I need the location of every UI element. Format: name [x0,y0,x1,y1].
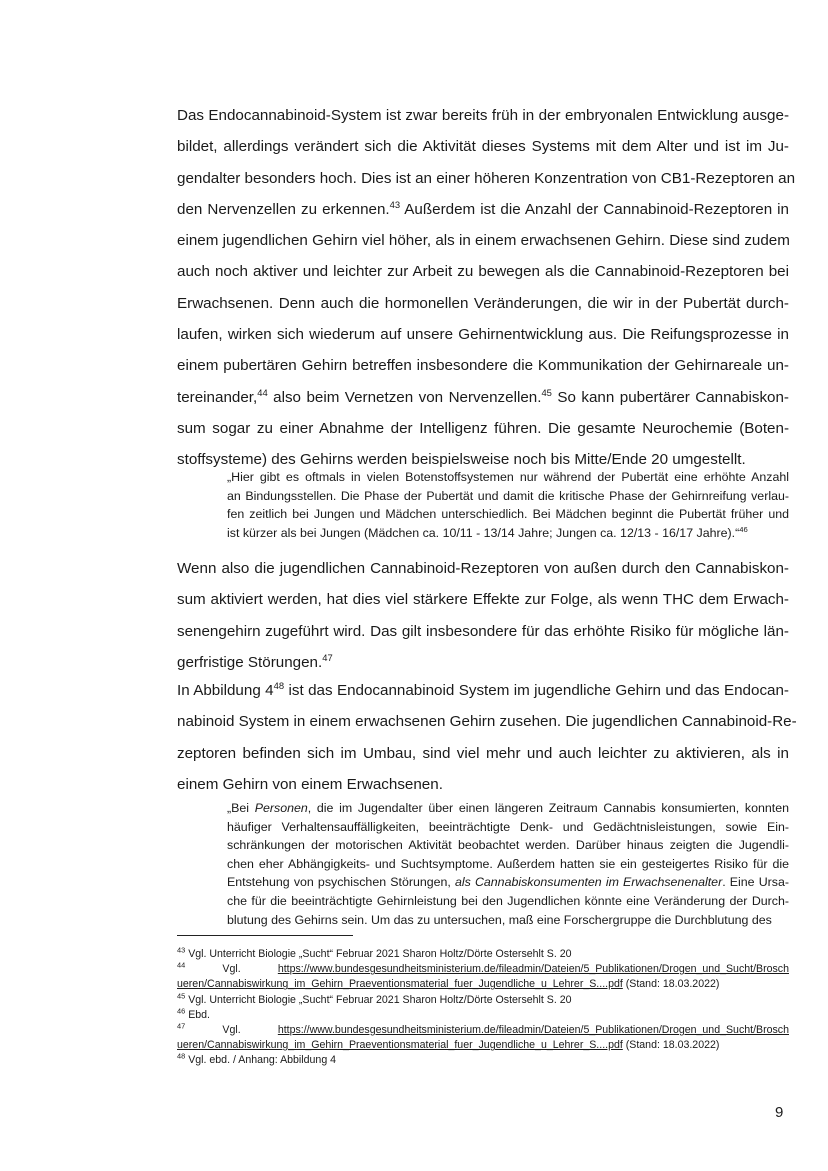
text-line [177,100,789,131]
text-line [227,524,789,543]
text-run: gerfristige Störungen. [177,653,323,671]
footnote-number: 46 [177,1006,186,1016]
text-line [177,553,789,584]
text-run: blutung des Gehirns sein. Um das zu untersuchen, maß eine Forschergruppe die Durchblutung des [227,912,772,927]
text-run: auch noch aktiver und leichter zur Arbeit zu bewegen als die Cannabinoid-Rezeptoren bei [177,263,789,281]
text-line [177,288,789,319]
footnote-number: 48 [177,1051,186,1061]
text-line [227,873,789,892]
text-line [177,163,796,194]
footnotes [177,947,789,1069]
footnote-number: 43 [177,945,186,955]
text-run: fen zeitlich bei Jungen und Mädchen unterschiedlich. Bei Mädchen beginnt die Pubertät früher und [227,507,789,522]
text-run: ist kürzer als bei Jungen (Mädchen ca. 10/11 - 13/14 Jahre; Jungen ca. 12/13 - 16/17 Jahre).“ [227,525,740,540]
footnote-47 [177,1023,789,1053]
text-run: Ebd. [185,1008,210,1021]
emphasis-text: Personen [254,801,308,815]
text-run: laufen, wirken sich wiederum auf unsere Gehirnentwicklung aus. Die Reifungsprozesse in [177,326,789,344]
text-line [227,818,789,837]
text-line [227,487,789,506]
footnote-ref: 46 [739,524,748,534]
block-quote-1 [227,468,789,542]
text-run: Außerdem ist die Anzahl der Cannabinoid-Rezeptoren in [400,200,789,218]
footnote-number: 45 [177,991,186,1001]
paragraph-1 [177,100,796,476]
footnote-ref: 45 [541,386,552,398]
text-run: Entstehung von psychischen Störungen, [227,875,455,890]
emphasis-text: als Cannabiskonsumenten im Erwachsenenalter [454,875,723,890]
text-run: che für die beeinträchtigte Gehirnleistung bei den Jugendlichen könnte eine Veränderung der Durch- [227,893,789,908]
text-run: „Bei [227,801,255,815]
paragraph-3 [177,675,797,800]
text-run: einem pubertären Gehirn betreffen insbesondere die Kommunikation der Gehirnareale un- [177,357,789,375]
text-run: zeptoren befinden sich im Umbau, sind viel mehr und auch leichter zu aktivieren, als in [177,744,789,762]
text-run: Vgl. Unterricht Biologie „Sucht“ Februar 2021 Sharon Holtz/Dörte Ostersehlt S. 20 [185,948,572,960]
text-run: schränkungen der motorischen Aktivität beobachtet werden. Darüber hinaus zeigten die Jugendli- [227,838,789,853]
text-line [227,799,789,818]
text-line [177,675,789,706]
text-line [177,738,789,769]
text-run: den Nervenzellen zu erkennen. [177,200,390,218]
block-quote-2 [227,799,789,929]
text-run: sum sogar zu einer Abnahme der Intelligenz führen. Die gesamte Neurochemie (Boten- [177,419,789,437]
text-line [227,892,789,911]
text-run: tereinander, [177,388,258,406]
footnote-45 [177,993,789,1008]
text-run: (Stand: 18.03.2022) [622,978,720,991]
text-run: Vgl. [185,1024,278,1037]
text-line [177,131,789,162]
text-run: einem Gehirn von einem Erwachsenen. [177,775,443,793]
text-run: sum aktiviert werden, hat dies viel stärkere Effekte zur Folge, als wenn THC dem Erwach- [177,591,789,609]
text-run: „Hier gibt es oftmals in vielen Botenstoffsystemen nur während der Pubertät eine erhöhte Anzahl [227,470,789,484]
text-run: In Abbildung 4 [177,682,274,699]
text-run: Wenn also die jugendlichen Cannabinoid-Rezeptoren von außen durch den Cannabiskon- [177,560,789,577]
text-line [227,505,789,524]
footnote-line [177,1008,789,1023]
text-run: bildet, allerdings verändert sich die Aktivität dieses Systems mit dem Alter und ist im Ju- [177,138,789,156]
footnote-line [177,962,789,977]
footnote-number: 44 [177,960,186,970]
footnote-43 [177,947,789,962]
text-run: stoffsysteme) des Gehirns werden beispielsweise noch bis Mitte/Ende 20 umgestellt. [177,451,746,469]
text-run: , die im Jugendalter über einen längeren Zeitraum Cannabis konsumierten, konnten [307,801,789,815]
paragraph-2 [177,553,789,678]
text-run: Erwachsenen. Denn auch die hormonellen Veränderungen, die wir in der Pubertät durch- [177,294,789,312]
text-run: nabinoid System in einem erwachsenen Gehirn zusehen. Die jugendlichen Cannabinoid-Re- [177,713,797,731]
text-run: Vgl. ebd. / Anhang: Abbildung 4 [185,1054,337,1067]
footnote-separator [177,935,353,936]
text-line [177,769,789,800]
text-run: häufiger Verhaltensauffälligkeiten, beeinträchtigte Denk- und Gedächtnisleistungen, sowie Ein- [227,819,789,834]
footnote-46 [177,1008,789,1023]
footnote-link[interactable]: https://www.bundesgesundheitsministerium.de/fileadmin/Dateien/5_Publikationen/Drogen_und_Sucht/Brosch [277,963,789,976]
text-line [177,194,789,225]
footnote-line [177,1023,789,1038]
text-line [177,319,789,350]
text-line [227,855,789,874]
text-line [177,706,797,737]
text-line [227,836,789,855]
text-line [177,616,789,647]
text-run: So kann pubertärer Cannabiskon- [551,388,789,406]
text-run: ist das Endocannabinoid System im jugendliche Gehirn und das Endocan- [284,682,789,699]
text-run: an Bindungsstellen. Die Phase der Pubertät und damit die kritische Phase der Gehirnreifung verlau- [227,488,789,503]
text-line [227,911,789,930]
footnote-line [177,1053,789,1068]
footnote-ref: 43 [389,198,401,210]
text-line [177,225,789,256]
footnote-ref: 47 [322,651,333,663]
footnote-line [177,1038,789,1053]
footnote-48 [177,1053,789,1068]
text-run: einem jugendlichen Gehirn viel höher, als in einem erwachsenen Gehirn. Diese sind zudem [177,232,790,250]
text-line [227,468,789,487]
text-run: Das Endocannabinoid-System ist zwar bereits früh in der embryonalen Entwicklung ausge- [177,107,789,124]
text-run: chen eher Abhängigkeits- und Suchtsymptome. Außerdem hatten sie ein gesteigertes Risiko für die [227,856,789,871]
text-line [177,382,789,413]
text-run: senengehirn zugeführt wird. Das gilt insbesondere für das erhöhte Risiko für mögliche län- [177,622,789,640]
footnote-44 [177,962,789,992]
footnote-line [177,993,789,1008]
text-line [177,647,789,678]
text-line [177,350,789,381]
text-line [177,584,789,615]
footnote-ref: 48 [273,679,285,691]
footnote-link[interactable]: ueren/Cannabiswirkung_im_Gehirn_Praeventionsmaterial_fuer_Jugendliche_u_Lehrer_S....pdf [177,1039,623,1052]
text-run: . Eine Ursa- [722,875,789,890]
page-number: 9 [775,1104,784,1121]
text-line [177,413,789,444]
text-run: gendalter besonders hoch. Dies ist an einer höheren Konzentration von CB1-Rezeptoren an [177,169,796,187]
footnote-link[interactable]: ueren/Cannabiswirkung_im_Gehirn_Praeventionsmaterial_fuer_Jugendliche_u_Lehrer_S....pdf [177,978,623,991]
footnote-line [177,977,789,992]
text-run: also beim Vernetzen von Nervenzellen. [267,388,542,406]
text-run: Vgl. Unterricht Biologie „Sucht“ Februar 2021 Sharon Holtz/Dörte Ostersehlt S. 20 [185,993,572,1006]
text-run: (Stand: 18.03.2022) [622,1039,720,1052]
footnote-number: 47 [177,1021,186,1031]
footnote-line [177,947,789,962]
text-run: Vgl. [185,963,278,976]
footnote-link[interactable]: https://www.bundesgesundheitsministerium.de/fileadmin/Dateien/5_Publikationen/Drogen_und_Sucht/Brosch [277,1024,789,1037]
text-line [177,256,789,287]
footnote-ref: 44 [257,386,268,398]
